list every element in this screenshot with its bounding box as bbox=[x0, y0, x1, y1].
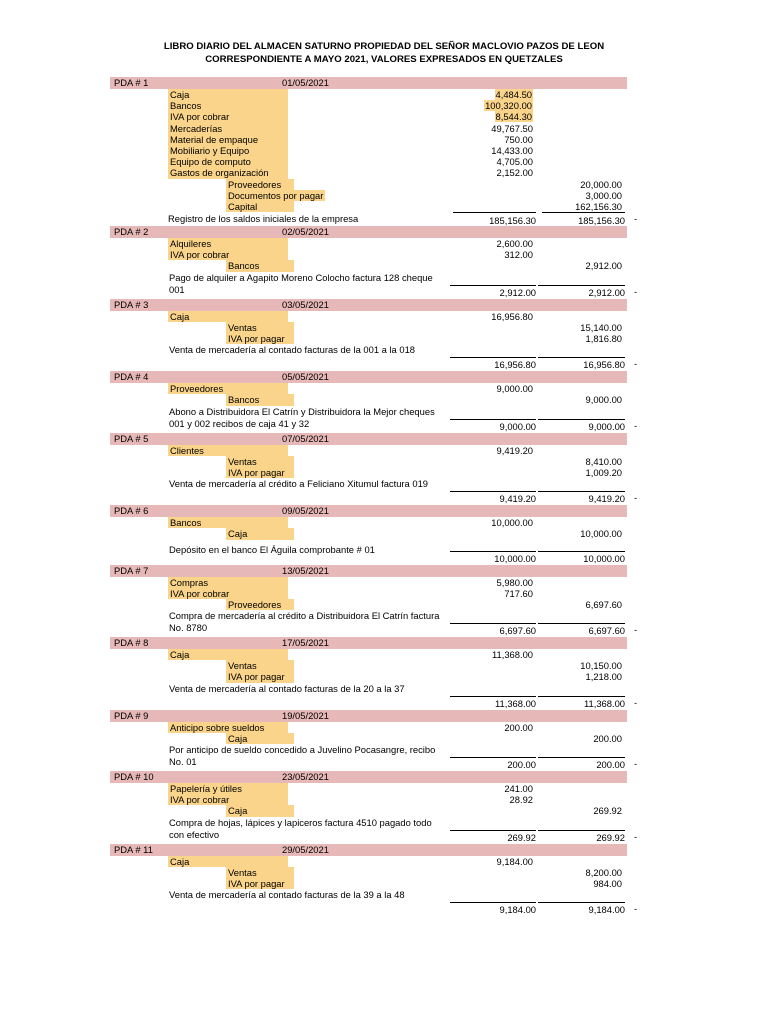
debit-account bbox=[168, 577, 288, 588]
entry-header bbox=[110, 371, 627, 383]
credit-amount: 269.92 bbox=[593, 805, 622, 817]
entry-header bbox=[110, 565, 627, 577]
description-text: Venta de mercadería al crédito a Feliciano Xitumul factura 019 bbox=[169, 478, 428, 490]
ledger-line bbox=[110, 878, 640, 889]
total-credit: 185,156.30 bbox=[542, 212, 625, 227]
debit-account bbox=[168, 123, 288, 134]
title-line-2: CORRESPONDIENTE A MAYO 2021, VALORES EXPRESADOS EN QUETZALES bbox=[205, 54, 563, 65]
debit-amount bbox=[453, 649, 533, 660]
debit-value: 49,767.50 bbox=[491, 122, 533, 134]
account-name: Ventas bbox=[226, 660, 294, 671]
total-credit: 9,184.00 bbox=[538, 902, 625, 916]
entry-header bbox=[110, 77, 627, 89]
debit-account bbox=[168, 517, 288, 528]
entry-total-row bbox=[110, 357, 640, 370]
account-name: Mercaderías bbox=[168, 123, 288, 134]
debit-account bbox=[168, 794, 288, 805]
entry-date: 01/05/2021 bbox=[282, 77, 329, 88]
debit-amount bbox=[453, 238, 533, 249]
debit-amount bbox=[453, 145, 533, 156]
credit-account bbox=[226, 179, 294, 190]
account-name: Gastos de organización bbox=[168, 167, 288, 178]
debit-value: 11,368.00 bbox=[491, 649, 533, 661]
credit-amount: 1,009.20 bbox=[585, 466, 622, 478]
description-text: Venta de mercadería al contado facturas de la 20 a la 37 bbox=[169, 682, 405, 694]
total-credit: 2,912.00 bbox=[538, 285, 625, 299]
total-credit: 16,956.80 bbox=[538, 357, 625, 371]
entry-description-block bbox=[110, 610, 640, 636]
credit-amount: 200.00 bbox=[593, 732, 622, 744]
ledger-line bbox=[110, 445, 640, 456]
debit-account bbox=[168, 111, 288, 122]
description-text: Compra de mercadería al crédito a Distribuidora El Catrín factura No. 8780 bbox=[169, 610, 440, 634]
dash-mark: - bbox=[634, 903, 638, 915]
dash-mark: - bbox=[634, 419, 638, 431]
description-text: Venta de mercadería al contado facturas de la 39 a la 48 bbox=[169, 889, 405, 901]
ledger-line bbox=[110, 856, 640, 867]
ledger-line bbox=[110, 671, 640, 682]
account-name: Caja bbox=[168, 649, 288, 660]
debit-amount bbox=[453, 577, 533, 588]
entry-description-block bbox=[110, 817, 640, 843]
credit-amount: 6,697.60 bbox=[585, 598, 622, 610]
ledger-line bbox=[110, 322, 640, 333]
debit-account bbox=[168, 238, 288, 249]
entry-number: PDA # 9 bbox=[114, 709, 149, 721]
credit-account bbox=[226, 805, 294, 816]
account-name: Equipo de computo bbox=[168, 156, 288, 167]
ledger-line bbox=[110, 805, 640, 816]
entry-total-row bbox=[110, 623, 640, 636]
debit-value: 5,980.00 bbox=[496, 576, 533, 588]
journal-entry bbox=[110, 505, 640, 563]
account-name: Material de empaque bbox=[168, 134, 288, 145]
total-debit: 10,000.00 bbox=[450, 551, 536, 565]
entry-description bbox=[110, 344, 640, 356]
ledger-line bbox=[110, 528, 640, 539]
journal-entry bbox=[110, 226, 640, 298]
account-name: Caja bbox=[226, 805, 294, 816]
credit-amount: 984.00 bbox=[593, 877, 622, 889]
account-name: Caja bbox=[168, 311, 288, 322]
entry-date: 09/05/2021 bbox=[282, 505, 329, 517]
credit-account bbox=[226, 456, 294, 467]
total-credit: 200.00 bbox=[538, 757, 625, 771]
entry-date: 07/05/2021 bbox=[282, 432, 329, 444]
entry-header bbox=[110, 226, 627, 238]
total-credit: 269.92 bbox=[538, 830, 625, 844]
entry-date: 02/05/2021 bbox=[282, 226, 329, 238]
debit-account bbox=[168, 249, 288, 260]
debit-account bbox=[168, 156, 288, 167]
credit-amount: 1,218.00 bbox=[585, 671, 622, 683]
journal-entry bbox=[110, 637, 640, 709]
account-name: Caja bbox=[168, 89, 288, 100]
entry-number: PDA # 1 bbox=[114, 77, 149, 88]
debit-amount bbox=[453, 783, 533, 794]
account-name: Proveedores bbox=[226, 599, 294, 610]
entry-description-block bbox=[110, 406, 640, 432]
entry-number: PDA # 7 bbox=[114, 564, 149, 576]
account-name: Clientes bbox=[168, 445, 288, 456]
journal-entry bbox=[110, 433, 640, 505]
entry-total-row bbox=[110, 212, 640, 225]
dash-mark: - bbox=[634, 830, 638, 842]
account-name: Proveedores bbox=[168, 383, 288, 394]
ledger-line bbox=[110, 134, 640, 145]
debit-amount bbox=[453, 89, 533, 100]
ledger-line bbox=[110, 238, 640, 249]
debit-value: 10,000.00 bbox=[491, 517, 533, 529]
ledger-line bbox=[110, 467, 640, 478]
ledger-line bbox=[110, 649, 640, 660]
account-name: Proveedores bbox=[226, 179, 294, 190]
entry-header bbox=[110, 710, 627, 722]
debit-value: 8,544.30 bbox=[495, 111, 532, 123]
credit-account bbox=[226, 660, 294, 671]
ledger-line bbox=[110, 249, 640, 260]
credit-amount: 10,000.00 bbox=[580, 528, 622, 540]
account-name: Capital bbox=[226, 201, 294, 212]
entry-total-row bbox=[110, 551, 640, 564]
debit-amount bbox=[453, 445, 533, 456]
entry-total-row bbox=[110, 491, 640, 504]
ledger-line bbox=[110, 167, 640, 178]
ledger-line bbox=[110, 260, 640, 271]
account-name: IVA por pagar bbox=[226, 467, 294, 478]
debit-account bbox=[168, 588, 288, 599]
total-debit: 200.00 bbox=[450, 757, 536, 771]
credit-amount: 15,140.00 bbox=[580, 321, 622, 333]
account-name: IVA por pagar bbox=[226, 878, 294, 889]
credit-account bbox=[226, 671, 294, 682]
entry-header bbox=[110, 433, 627, 445]
entry-number: PDA # 2 bbox=[114, 226, 149, 238]
total-debit: 9,000.00 bbox=[450, 419, 536, 433]
total-debit: 11,368.00 bbox=[450, 696, 536, 710]
credit-account bbox=[226, 733, 294, 744]
entry-date: 13/05/2021 bbox=[282, 564, 329, 576]
debit-amount bbox=[453, 100, 533, 111]
credit-account bbox=[226, 260, 294, 271]
debit-amount bbox=[453, 156, 533, 167]
entry-description-block bbox=[110, 683, 640, 709]
dash-mark: - bbox=[634, 492, 638, 504]
debit-account bbox=[168, 89, 288, 100]
entry-number: PDA # 6 bbox=[114, 505, 149, 517]
journal-entry bbox=[110, 299, 640, 371]
debit-amount bbox=[453, 517, 533, 528]
ledger-line bbox=[110, 867, 640, 878]
account-name: Mobiliario y Equipo bbox=[168, 145, 288, 156]
entry-header bbox=[110, 844, 627, 856]
total-credit: 11,368.00 bbox=[538, 696, 625, 710]
ledger-line bbox=[110, 722, 640, 733]
account-name: IVA por cobrar bbox=[168, 794, 288, 805]
debit-amount bbox=[453, 722, 533, 733]
debit-value: 750.00 bbox=[504, 133, 533, 145]
ledger-line bbox=[110, 311, 640, 322]
entry-total-row bbox=[110, 285, 640, 298]
credit-amount: 8,410.00 bbox=[585, 455, 622, 467]
debit-value: 14,433.00 bbox=[491, 144, 533, 156]
entry-header bbox=[110, 771, 627, 783]
account-name: Bancos bbox=[226, 260, 294, 271]
description-text: Compra de hojas, lápices y lapiceros factura 4510 pagado todo con efectivo bbox=[169, 816, 432, 840]
debit-value: 9,419.20 bbox=[496, 444, 533, 456]
journal-ledger bbox=[110, 77, 640, 916]
journal-entry bbox=[110, 844, 640, 916]
debit-value: 9,184.00 bbox=[496, 855, 533, 867]
account-name: IVA por cobrar bbox=[168, 588, 288, 599]
account-name: Ventas bbox=[226, 456, 294, 467]
debit-amount bbox=[453, 856, 533, 867]
entry-total-row bbox=[110, 696, 640, 709]
credit-amount: 20,000.00 bbox=[580, 178, 622, 190]
debit-value: 16,956.80 bbox=[491, 310, 533, 322]
debit-amount bbox=[453, 134, 533, 145]
entry-date: 05/05/2021 bbox=[282, 371, 329, 383]
dash-mark: - bbox=[634, 758, 638, 769]
debit-account bbox=[168, 445, 288, 456]
entry-date: 29/05/2021 bbox=[282, 843, 329, 855]
entry-total-row bbox=[110, 757, 640, 770]
account-name: Ventas bbox=[226, 867, 294, 878]
credit-account bbox=[226, 467, 294, 478]
debit-value: 4,705.00 bbox=[496, 156, 533, 168]
description-text: Depósito en el banco El Águila comprobante # 01 bbox=[169, 543, 375, 555]
debit-amount bbox=[453, 123, 533, 134]
debit-account bbox=[168, 145, 288, 156]
ledger-line bbox=[110, 588, 640, 599]
title-line-1: LIBRO DIARIO DEL ALMACEN SATURNO PROPIEDAD DEL SEÑOR MACLOVIO PAZOS DE LEON bbox=[163, 41, 605, 52]
credit-account bbox=[226, 190, 325, 201]
journal-entry bbox=[110, 710, 640, 770]
ledger-line bbox=[110, 783, 640, 794]
journal-entry bbox=[110, 771, 640, 843]
debit-amount bbox=[453, 383, 533, 394]
debit-value: 200.00 bbox=[504, 721, 533, 733]
credit-amount: 1,816.80 bbox=[585, 333, 622, 344]
credit-account bbox=[226, 528, 294, 539]
total-debit: 2,912.00 bbox=[450, 285, 536, 299]
total-debit: 9,419.20 bbox=[450, 491, 536, 505]
entry-number: PDA # 4 bbox=[114, 371, 149, 383]
entry-description-block bbox=[110, 478, 640, 504]
credit-amount: 9,000.00 bbox=[585, 394, 622, 406]
dash-mark: - bbox=[634, 624, 638, 636]
description-text: Abono a Distribuidora El Catrín y Distribuidora la Mejor cheques 001 y 002 recibos de caja 41 y 32 bbox=[169, 405, 435, 429]
credit-account bbox=[226, 878, 294, 889]
ledger-line bbox=[110, 156, 640, 167]
debit-amount bbox=[453, 111, 533, 122]
credit-account bbox=[226, 333, 294, 344]
entry-date: 19/05/2021 bbox=[282, 709, 329, 721]
entry-description-block bbox=[110, 540, 640, 564]
credit-account bbox=[226, 394, 294, 405]
credit-account bbox=[226, 322, 294, 333]
account-name: Alquileres bbox=[168, 238, 288, 249]
total-debit: 9,184.00 bbox=[450, 902, 536, 916]
ledger-line bbox=[110, 517, 640, 528]
entry-number: PDA # 10 bbox=[114, 771, 154, 782]
entry-date: 17/05/2021 bbox=[282, 637, 329, 649]
total-credit: 6,697.60 bbox=[538, 623, 625, 637]
ledger-line bbox=[110, 89, 640, 100]
entry-number: PDA # 8 bbox=[114, 637, 149, 649]
total-debit: 16,956.80 bbox=[450, 357, 536, 371]
debit-amount bbox=[453, 311, 533, 322]
entry-total-row bbox=[110, 830, 640, 843]
credit-amount: 8,200.00 bbox=[585, 866, 622, 878]
debit-value: 9,000.00 bbox=[496, 383, 533, 395]
entry-number: PDA # 11 bbox=[114, 843, 153, 855]
debit-account bbox=[168, 167, 288, 178]
ledger-line bbox=[110, 100, 640, 111]
description-text: Por anticipo de sueldo concedido a Juvelino Pocasangre, recibo No. 01 bbox=[169, 744, 436, 767]
account-name: IVA por cobrar bbox=[168, 111, 288, 122]
debit-account bbox=[168, 722, 288, 733]
credit-amount: 162,156.30 bbox=[575, 200, 622, 212]
account-name: Bancos bbox=[168, 100, 288, 111]
account-name: Documentos por pagar bbox=[228, 189, 324, 201]
dash-mark: - bbox=[634, 358, 638, 370]
debit-account bbox=[168, 100, 288, 111]
credit-amount: 3,000.00 bbox=[585, 189, 622, 201]
debit-value: 100,320.00 bbox=[485, 100, 532, 112]
total-debit: 6,697.60 bbox=[450, 623, 536, 637]
total-credit: 9,419.20 bbox=[538, 491, 625, 505]
total-debit: 269.92 bbox=[450, 830, 536, 844]
credit-amount: 2,912.00 bbox=[585, 260, 622, 272]
ledger-line bbox=[110, 733, 640, 744]
account-name: Caja bbox=[226, 733, 294, 744]
account-name: Ventas bbox=[226, 322, 294, 333]
journal-entry bbox=[110, 77, 640, 225]
credit-account bbox=[226, 867, 294, 878]
ledger-line bbox=[110, 123, 640, 134]
entry-number: PDA # 3 bbox=[114, 298, 149, 310]
credit-amount: 10,150.00 bbox=[580, 660, 622, 672]
account-name: Caja bbox=[168, 856, 288, 867]
debit-amount bbox=[453, 588, 533, 599]
ledger-line bbox=[110, 333, 640, 344]
ledger-line bbox=[110, 794, 640, 805]
credit-account bbox=[226, 599, 294, 610]
debit-value: 2,600.00 bbox=[496, 238, 533, 250]
ledger-line bbox=[110, 145, 640, 156]
entry-header bbox=[110, 505, 627, 517]
credit-account bbox=[226, 201, 294, 212]
account-name: IVA por pagar bbox=[226, 333, 294, 344]
debit-amount bbox=[453, 249, 533, 260]
entry-header bbox=[110, 637, 627, 649]
debit-value: 717.60 bbox=[504, 587, 533, 599]
total-debit: 185,156.30 bbox=[453, 212, 536, 227]
dash-mark: - bbox=[634, 285, 638, 297]
account-name: Compras bbox=[168, 577, 288, 588]
entry-description-block bbox=[110, 744, 640, 770]
total-credit: 10,000.00 bbox=[538, 551, 625, 565]
ledger-line bbox=[110, 111, 640, 122]
total-credit: 9,000.00 bbox=[538, 419, 625, 433]
debit-value: 241.00 bbox=[504, 783, 533, 794]
account-name: Caja bbox=[226, 528, 294, 539]
entry-description-block bbox=[110, 344, 640, 370]
dash-mark: - bbox=[634, 696, 638, 708]
debit-value: 28.92 bbox=[509, 794, 533, 806]
entry-description-block bbox=[110, 889, 640, 915]
debit-value: 2,152.00 bbox=[496, 167, 533, 179]
ledger-line bbox=[110, 599, 640, 610]
ledger-line bbox=[110, 179, 640, 190]
dash-mark: - bbox=[634, 213, 638, 225]
entry-date: 03/05/2021 bbox=[282, 298, 329, 310]
debit-account bbox=[168, 311, 288, 322]
description-text: Pago de alquiler a Agapito Moreno Colocho factura 128 cheque 001 bbox=[169, 271, 433, 295]
account-name: IVA por pagar bbox=[226, 671, 294, 682]
entry-description-block bbox=[110, 272, 640, 298]
debit-account bbox=[168, 856, 288, 867]
entry-description bbox=[110, 889, 640, 901]
ledger-line bbox=[110, 383, 640, 394]
entry-description bbox=[110, 478, 640, 490]
account-name: Bancos bbox=[168, 517, 288, 528]
ledger-line bbox=[110, 190, 640, 201]
account-name: IVA por cobrar bbox=[168, 249, 288, 260]
debit-account bbox=[168, 134, 288, 145]
description-text: Venta de mercadería al contado facturas de la 001 a la 018 bbox=[169, 344, 416, 356]
journal-entry bbox=[110, 371, 640, 431]
debit-amount bbox=[453, 167, 533, 178]
entry-header bbox=[110, 299, 627, 311]
ledger-line bbox=[110, 660, 640, 671]
account-name: Bancos bbox=[226, 394, 294, 405]
entry-total-row bbox=[110, 902, 640, 915]
debit-amount bbox=[453, 794, 533, 805]
debit-account bbox=[168, 383, 288, 394]
ledger-line bbox=[110, 201, 640, 212]
debit-account bbox=[168, 783, 288, 794]
entry-date: 23/05/2021 bbox=[282, 771, 329, 782]
entry-number: PDA # 5 bbox=[114, 432, 149, 444]
ledger-line bbox=[110, 456, 640, 467]
account-name: Anticipo sobre sueldos bbox=[168, 722, 288, 733]
ledger-line bbox=[110, 394, 640, 405]
debit-account bbox=[168, 649, 288, 660]
entry-total-row bbox=[110, 419, 640, 432]
debit-value: 4,484.50 bbox=[495, 89, 532, 100]
debit-value: 312.00 bbox=[504, 249, 533, 261]
entry-description bbox=[110, 683, 640, 695]
ledger-line bbox=[110, 577, 640, 588]
account-name: Papelería y útiles bbox=[168, 783, 288, 794]
entry-description: Registro de los saldos iniciales de la empresa bbox=[168, 213, 359, 225]
journal-entry bbox=[110, 565, 640, 637]
document-title bbox=[0, 40, 768, 66]
